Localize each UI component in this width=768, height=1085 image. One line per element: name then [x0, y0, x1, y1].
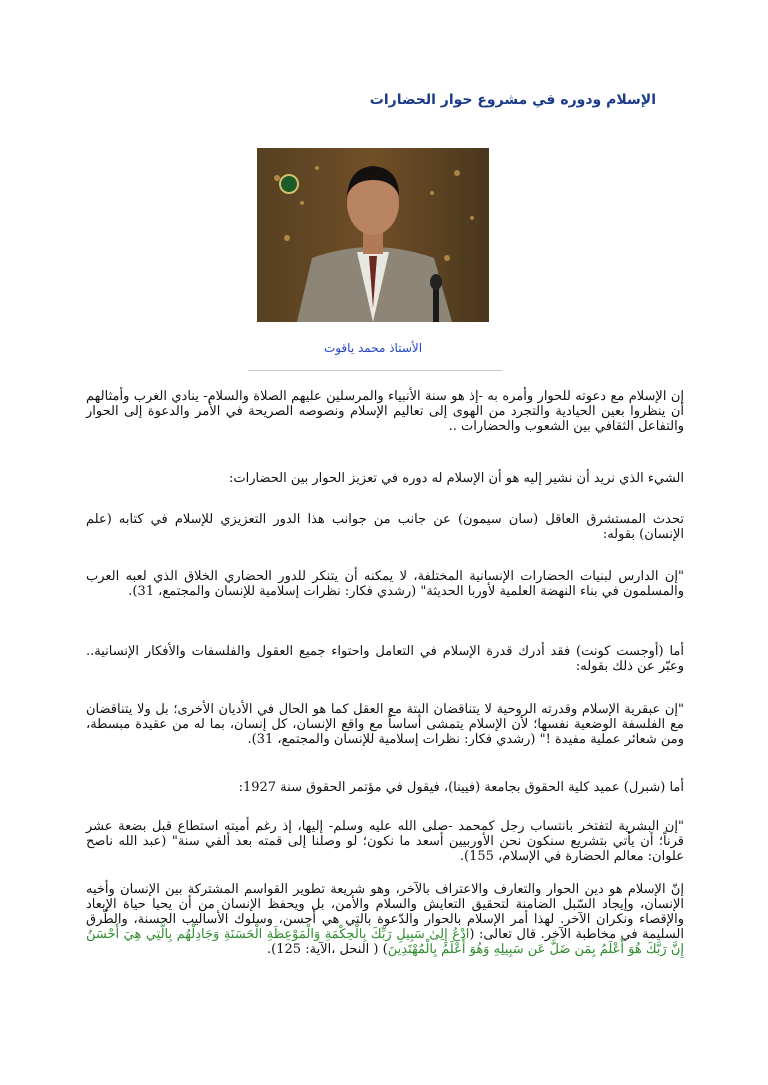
paragraph: أما (شبرل) عميد كلية الحقوق بجامعة (فيينا)، فيقول في مؤتمر الحقوق سنة 1927: [238, 780, 684, 795]
final-paragraph [86, 882, 684, 957]
paragraph: "إن الدارس لبنيات الحضارات الإنسانية المختلفة، لا يمكنه أن يتنكر للدور الحضاري الخلاق الذي لعبه العرب والمسلمون في بناء النهضة العلمية لأوربا الحديثة" (رشدي فكار: نظرات إسلامية للإنسان والمجتمع، 31). [86, 569, 684, 599]
photo-caption: الأستاذ محمد ياقوت [323, 341, 423, 355]
divider [248, 370, 502, 371]
verse-reference: ) ( النحل ،الآية: 125). [267, 942, 388, 957]
paragraph: أما (أوجست كونت) فقد أدرك قدرة الإسلام في التعامل واحتواء جميع العقول والفلسفات والأفكار الإنسانية.. وعبّر عن ذلك بقوله: [86, 644, 684, 674]
paragraph: الشيء الذي نريد أن نشير إليه هو أن الإسلام له دوره في تعزيز الحوار بين الحضارات: [229, 471, 684, 486]
paragraph: "إن عبقرية الإسلام وقدرته الروحية لا يتناقضان البتة مع العقل كما هو الحال في الأديان الأخرى؛ بل ولا يتناقضان مع الفلسفة الوضعية نفسها؛ لأن الإسلام يتمشى أساساً مع واقع الإنسان، كل إنسان، بما له من عقيدة مبسطة، ومن شعائر عملية مفيدة !" (رشدي فكار: نظرات إسلامية للإنسان والمجتمع، 31). [86, 702, 684, 747]
paragraph: "إن البشرية لتفتخر بانتساب رجل كمحمد -صلى الله عليه وسلم- إليها، إذ رغم أميته استطاع قبل بضعة عشر قرناً؛ أن يأتي بتشريع سنكون نحن الأوربيين أسعد ما نكون؛ لو وصلنا إلى قمته بعد ألفي سنة" (عبد الله ناصح علوان: معالم الحضارة في الإسلام، 155). [86, 819, 684, 864]
portrait-photo [257, 148, 489, 322]
portrait-photo-drawing [257, 148, 489, 322]
paragraph: تحدث المستشرق العاقل (سان سيمون) عن جانب من جوانب هذا الدور التعزيزي للإسلام في كتابه (علم الإنسان) بقوله: [86, 512, 684, 542]
paragraph-text: إنّ الإسلام هو دين الحوار والتعارف والاعتراف بالآخر، وهو شريعة تطوير القواسم المشتركة بين الإنسان وأخيه الإنسان، وإيجاد السّبل الضامنة لتحقيق التعايش والسلام والأمن، بل ويحفظ الإنسان من أن يحيا حياة الإبعاد والإقصاء ونكران الآخر. لهذا أمر الإسلام بالحوار والدّعوة بالتي هي أحسن، وسلوك الأساليب الحسنة، والطّرق السليمة في مخاطبة الآخر. قال تعالى: ( [86, 882, 684, 942]
article-title: الإسلام ودوره في مشروع حوار الحضارات [369, 92, 656, 108]
paragraph: إن الإسلام مع دعوته للحوار وأمره به -إذ هو سنة الأنبياء والمرسلين عليهم الصلاة والسلام- ينادي الغرب وأمثالهم أن ينظروا بعين الحيادية والتجرد من الهوى إلى تعاليم الإسلام ونصوصه الصريحة في الأمر والدعوة إلى الحوار والتفاعل الثقافي بين الشعوب والحضارات .. [86, 389, 684, 434]
quran-verse: ادْعُ إِلِىٰ سَبِيلِ رَبِّكَ بِالْحِكْمَةِ وَالْمَوْعِظَةِ الْحَسَنَةِ وَجَادِلْهُم بِالَّتِي هِيَ أَحْسَنُ إِنَّ رَبَّكَ هُوَ أَعْلَمُ بِمَن ضَلَّ عَن سَبِيلِهِ وَهُوَ أَعْلَمُ بِالْمُهْتَدِينَ [86, 927, 684, 957]
